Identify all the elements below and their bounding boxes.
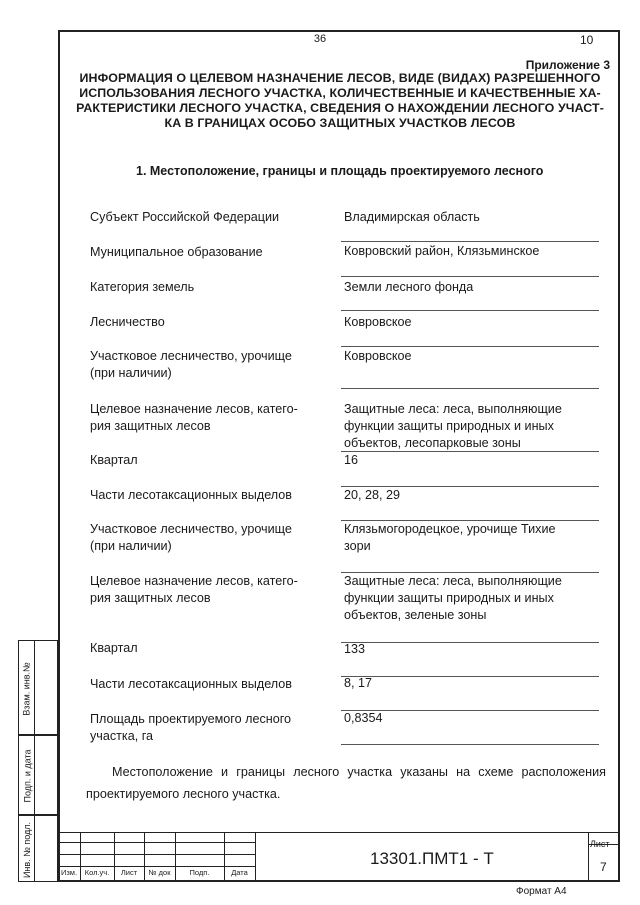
tb-header: Изм. (60, 868, 78, 877)
row-value: Ковровское (344, 349, 412, 363)
format-label: Формат А4 (516, 886, 567, 897)
tb-header: № док (148, 868, 171, 877)
title-line: ИСПОЛЬЗОВАНИЯ ЛЕСНОГО УЧАСТКА, КОЛИЧЕСТВЕННЫЕ И КАЧЕСТВЕННЫЕ ХА- (79, 86, 601, 100)
row-value: Ковровское (344, 315, 412, 329)
row-label: Субъект Российской Федерации (90, 210, 280, 224)
stamp-original-inv (18, 815, 58, 882)
sheet-label: Лист (590, 839, 610, 849)
row-label: Части лесотаксационных выделов (90, 488, 292, 502)
value-underline (341, 388, 599, 389)
row-value: Владимирская область (344, 210, 480, 224)
title-line: КА В ГРАНИЦАХ ОСОБО ЗАЩИТНЫХ УЧАСТКОВ ЛЕСОВ (164, 116, 516, 130)
row-label: Целевое назначение лесов, катего- рия защитных лесов (90, 574, 298, 605)
page-number-right: 10 (580, 33, 594, 47)
row-value: 0,8354 (344, 711, 383, 725)
stamp-label: Подп. и дата (22, 749, 33, 803)
value-underline (341, 744, 599, 745)
stamp-label: Инв. № подл. (22, 821, 32, 878)
row-value: 133 (344, 642, 366, 656)
sheet-number: 7 (600, 860, 607, 874)
tb-header: Лист (120, 868, 138, 877)
document-title (62, 71, 618, 131)
page-number-center: 36 (313, 33, 327, 45)
section-heading: 1. Местоположение, границы и площадь проектируемого лесного (136, 164, 544, 178)
appendix-label: Приложение 3 (525, 58, 610, 72)
row-label: Квартал (90, 453, 138, 467)
row-value: Земли лесного фонда (344, 280, 474, 294)
title-line: РАКТЕРИСТИКИ ЛЕСНОГО УЧАСТКА, СВЕДЕНИЯ О НАХОЖДЕНИИ ЛЕСНОГО УЧАСТ- (76, 101, 604, 115)
value-underline (341, 346, 599, 347)
tb-header: Подп. (189, 868, 210, 877)
row-value: 20, 28, 29 (344, 488, 401, 502)
stamp-label: Взам. инв.№ (22, 661, 33, 716)
stamp-sign-date (18, 735, 58, 815)
row-label: Квартал (90, 641, 138, 655)
row-label: Части лесотаксационных выделов (90, 677, 292, 691)
row-value: 8, 17 (344, 676, 373, 690)
stamp-replace-inv (18, 640, 58, 735)
row-value: Ковровский район, Клязьминское (344, 244, 540, 258)
row-label: Категория земель (90, 280, 195, 294)
tb-header: Дата (231, 868, 248, 877)
row-value: Клязьмогородецкое, урочище Тихие зори (344, 522, 556, 553)
value-underline (341, 276, 599, 277)
title-block (58, 832, 620, 882)
row-label: Муниципальное образование (90, 245, 263, 259)
row-label: Участковое лесничество, урочище (при наличии) (90, 349, 292, 380)
tb-header: Кол.уч. (84, 868, 110, 877)
document-code: 13301.ПМТ1 - Т (370, 849, 494, 868)
value-underline (341, 241, 599, 242)
row-label: Лесничество (90, 315, 165, 329)
row-label: Целевое назначение лесов, катего- рия защитных лесов (90, 402, 298, 433)
value-underline (341, 310, 599, 311)
row-label: Площадь проектируемого лесного участка, га (90, 712, 292, 743)
location-paragraph: Местоположение и границы лесного участка указаны на схеме расположения проектируемого лесного участка. (86, 765, 606, 801)
row-label: Участковое лесничество, урочище (при наличии) (90, 522, 292, 553)
row-value: Защитные леса: леса, выполняющие функции защиты природных и иных объектов, зеленые зоны (344, 574, 562, 622)
row-value: 16 (344, 453, 359, 467)
row-value: Защитные леса: леса, выполняющие функции защиты природных и иных объектов, лесопарковые зоны (344, 402, 562, 450)
title-line: ИНФОРМАЦИЯ О ЦЕЛЕВОМ НАЗНАЧЕНИЕ ЛЕСОВ, ВИДЕ (ВИДАХ) РАЗРЕШЕННОГО (79, 71, 601, 85)
